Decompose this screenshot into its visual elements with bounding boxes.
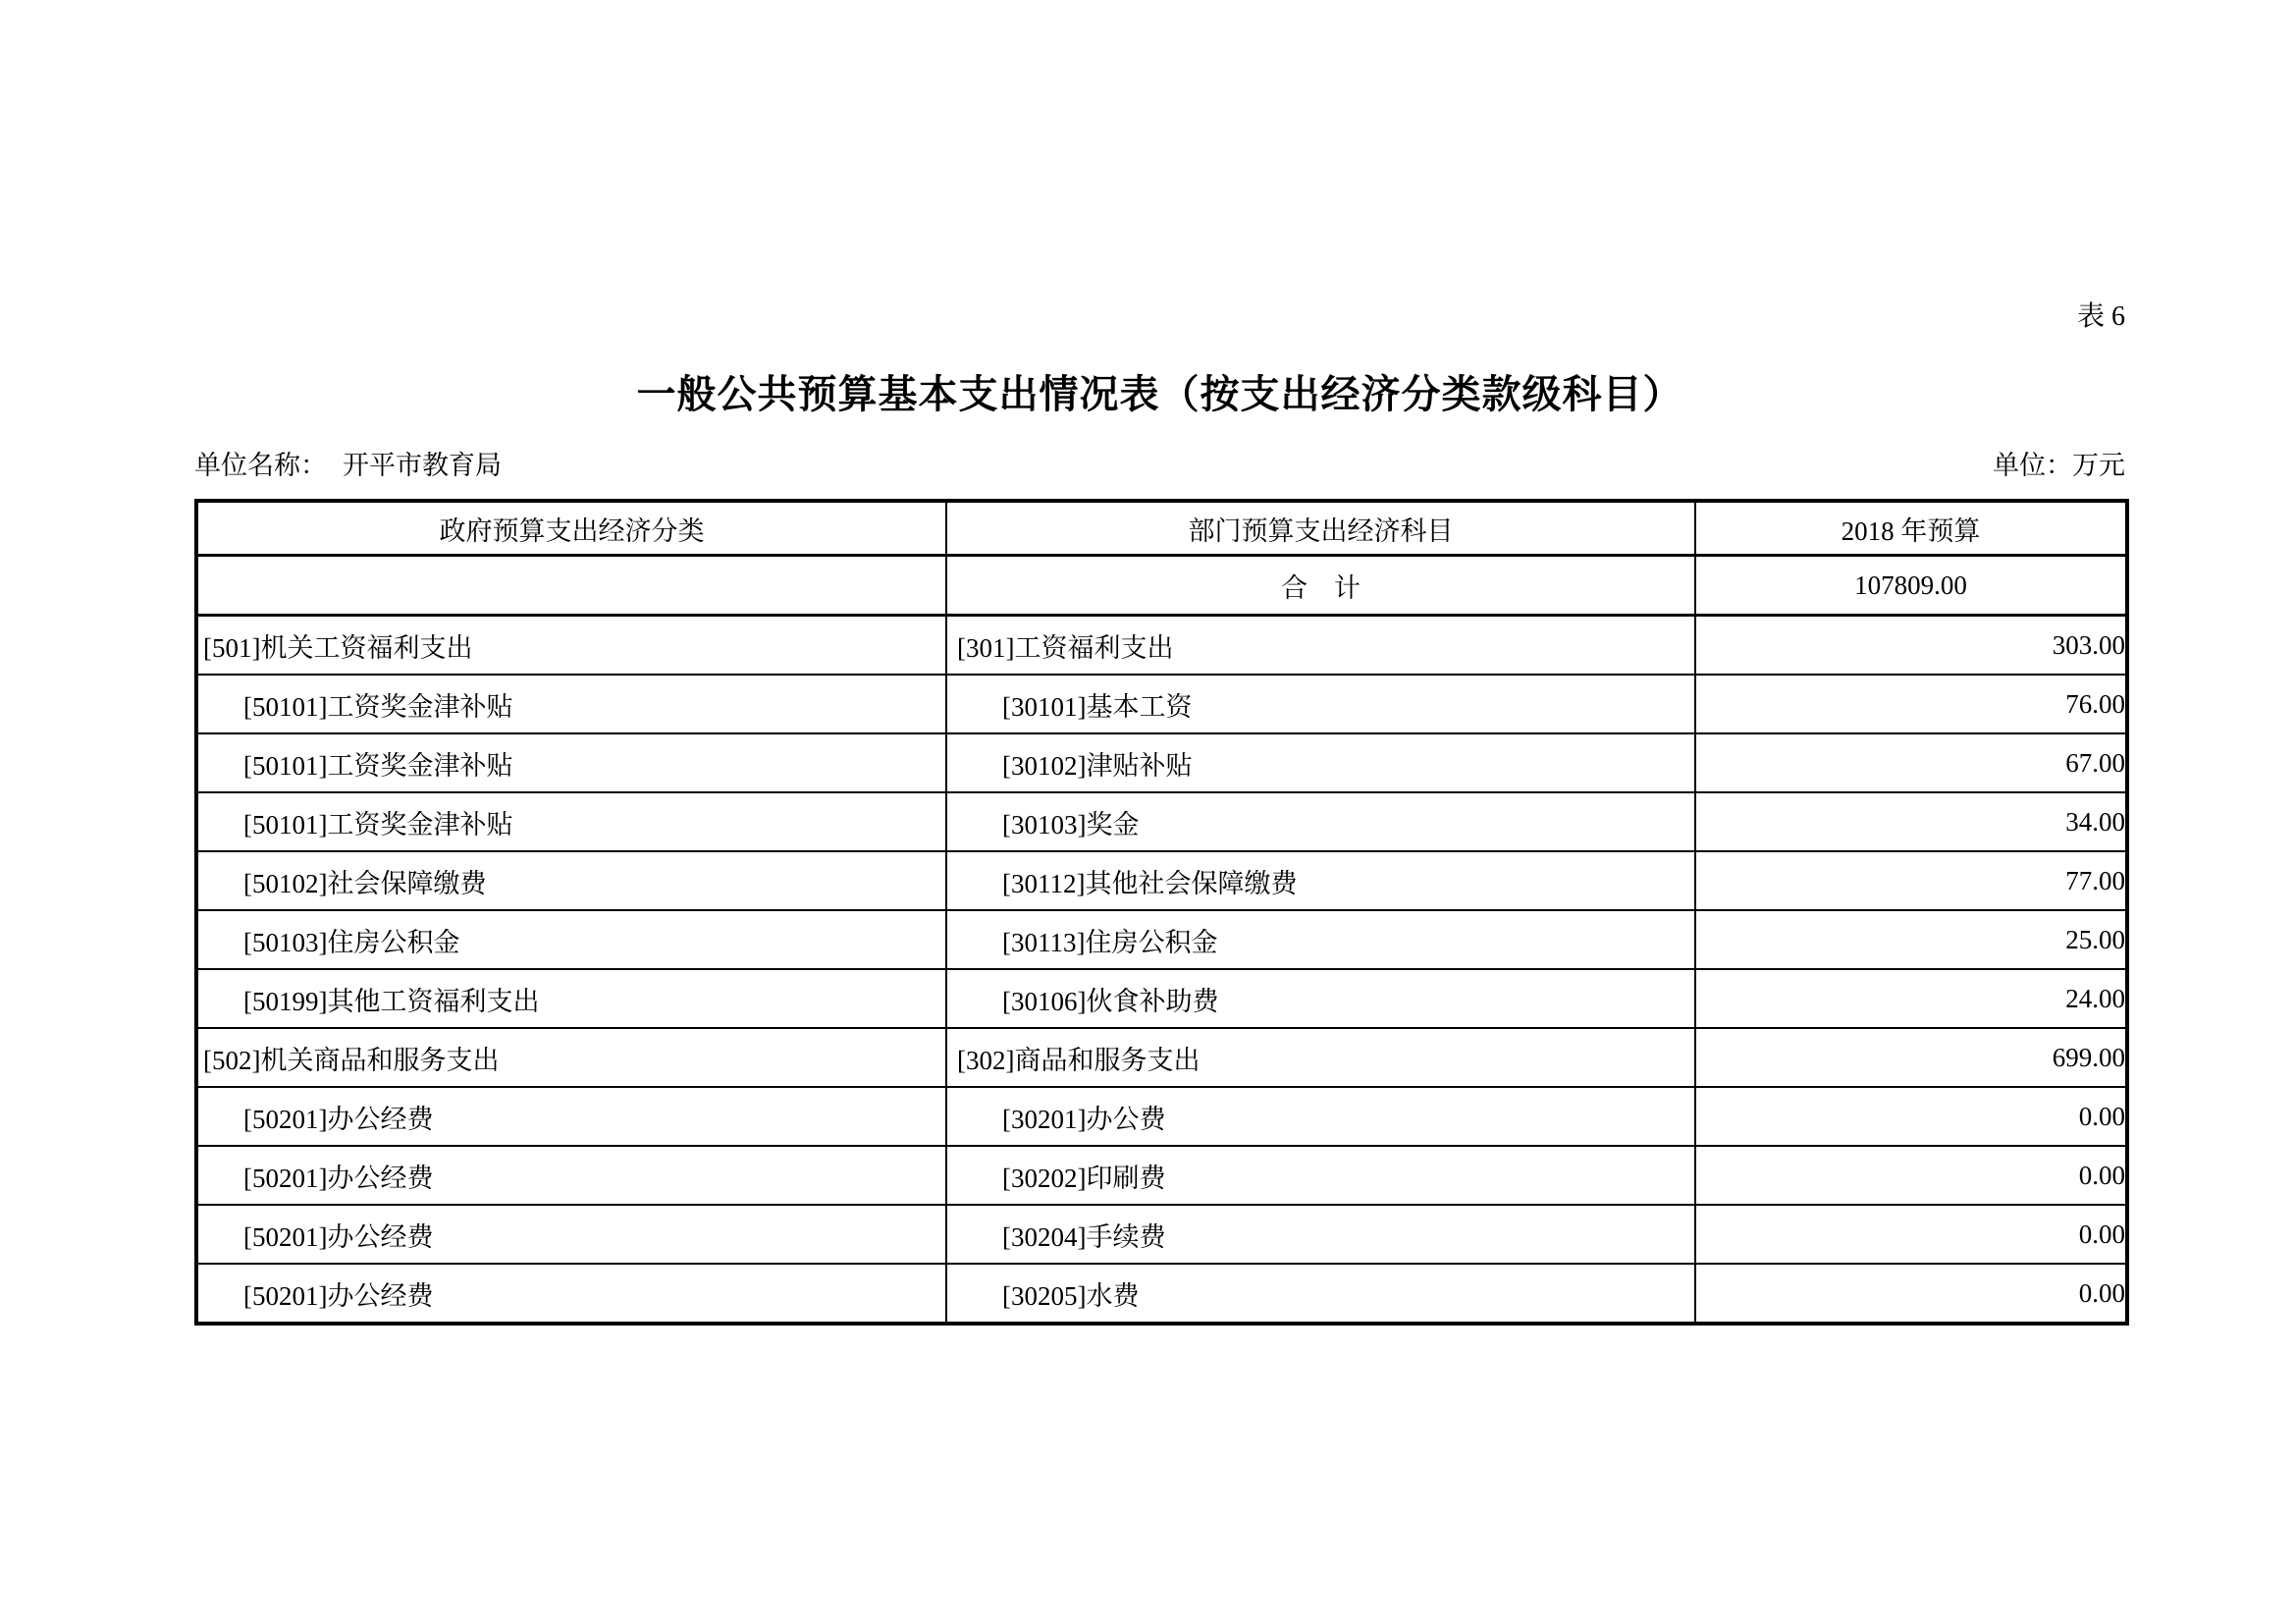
dept-classification-cell: [301]工资福利支出: [946, 616, 1695, 676]
table-row: [196, 851, 2127, 910]
dept-classification-cell: [30202]印刷费: [946, 1146, 1695, 1205]
budget-amount-cell: 24.00: [1695, 969, 2127, 1028]
table-row: [196, 1146, 2127, 1205]
gov-classification-cell: [50199]其他工资福利支出: [196, 969, 946, 1028]
dept-classification-cell: [30113]住房公积金: [946, 910, 1695, 969]
unit-name-label: 单位名称：: [194, 451, 327, 480]
budget-amount-cell: 303.00: [1695, 616, 2127, 676]
budget-amount-cell: 0.00: [1695, 1146, 2127, 1205]
gov-classification-cell: [50201]办公经费: [196, 1205, 946, 1264]
page-title: 一般公共预算基本支出情况表（按支出经济分类款级科目）: [636, 372, 1683, 416]
dept-classification-cell: [30204]手续费: [946, 1205, 1695, 1264]
column-header-gov-classification: 政府预算支出经济分类: [196, 501, 946, 556]
total-amount-cell: 107809.00: [1695, 556, 2127, 616]
unit-name-value: 开平市教育局: [343, 451, 502, 480]
table-row: [196, 1087, 2127, 1146]
column-header-dept-classification: 部门预算支出经济科目: [946, 501, 1695, 556]
budget-amount-cell: 76.00: [1695, 675, 2127, 733]
table-row: [196, 792, 2127, 851]
table-row: [196, 969, 2127, 1028]
dept-classification-cell: [30101]基本工资: [946, 675, 1695, 733]
total-row: [196, 556, 2127, 616]
total-gov-cell: [196, 556, 946, 616]
gov-classification-cell: [50201]办公经费: [196, 1264, 946, 1324]
header-row: [196, 501, 2127, 556]
dept-classification-cell: [30112]其他社会保障缴费: [946, 851, 1695, 910]
gov-classification-cell: [50103]住房公积金: [196, 910, 946, 969]
sheet-number-label: 表 6: [2076, 301, 2125, 332]
gov-classification-cell: [50101]工资奖金津补贴: [196, 675, 946, 733]
gov-classification-cell: [502]机关商品和服务支出: [196, 1028, 946, 1087]
total-label-cell: 合 计: [946, 556, 1695, 616]
table-row: [196, 1264, 2127, 1324]
unit-name: [194, 448, 502, 483]
budget-amount-cell: 34.00: [1695, 792, 2127, 851]
budget-amount-cell: 699.00: [1695, 1028, 2127, 1087]
dept-classification-cell: [30205]水费: [946, 1264, 1695, 1324]
budget-amount-cell: 67.00: [1695, 733, 2127, 792]
budget-amount-cell: 0.00: [1695, 1205, 2127, 1264]
meta-row: [194, 448, 2125, 483]
gov-classification-cell: [50201]办公经费: [196, 1146, 946, 1205]
gov-classification-cell: [501]机关工资福利支出: [196, 616, 946, 676]
table-row: [196, 910, 2127, 969]
dept-classification-cell: [30201]办公费: [946, 1087, 1695, 1146]
budget-amount-cell: 77.00: [1695, 851, 2127, 910]
budget-table: [194, 499, 2129, 1326]
gov-classification-cell: [50201]办公经费: [196, 1087, 946, 1146]
dept-classification-cell: [30102]津贴补贴: [946, 733, 1695, 792]
table-row: [196, 1205, 2127, 1264]
dept-classification-cell: [30103]奖金: [946, 792, 1695, 851]
column-header-budget-2018: 2018 年预算: [1695, 501, 2127, 556]
dept-classification-cell: [30106]伙食补助费: [946, 969, 1695, 1028]
table-row: [196, 1028, 2127, 1087]
dept-classification-cell: [302]商品和服务支出: [946, 1028, 1695, 1087]
gov-classification-cell: [50101]工资奖金津补贴: [196, 792, 946, 851]
budget-amount-cell: 0.00: [1695, 1264, 2127, 1324]
unit-of-measure-label: 单位：万元: [1993, 451, 2125, 480]
table-row: [196, 733, 2127, 792]
table-row: [196, 675, 2127, 733]
gov-classification-cell: [50102]社会保障缴费: [196, 851, 946, 910]
gov-classification-cell: [50101]工资奖金津补贴: [196, 733, 946, 792]
table-row: [196, 616, 2127, 676]
budget-amount-cell: 25.00: [1695, 910, 2127, 969]
budget-amount-cell: 0.00: [1695, 1087, 2127, 1146]
